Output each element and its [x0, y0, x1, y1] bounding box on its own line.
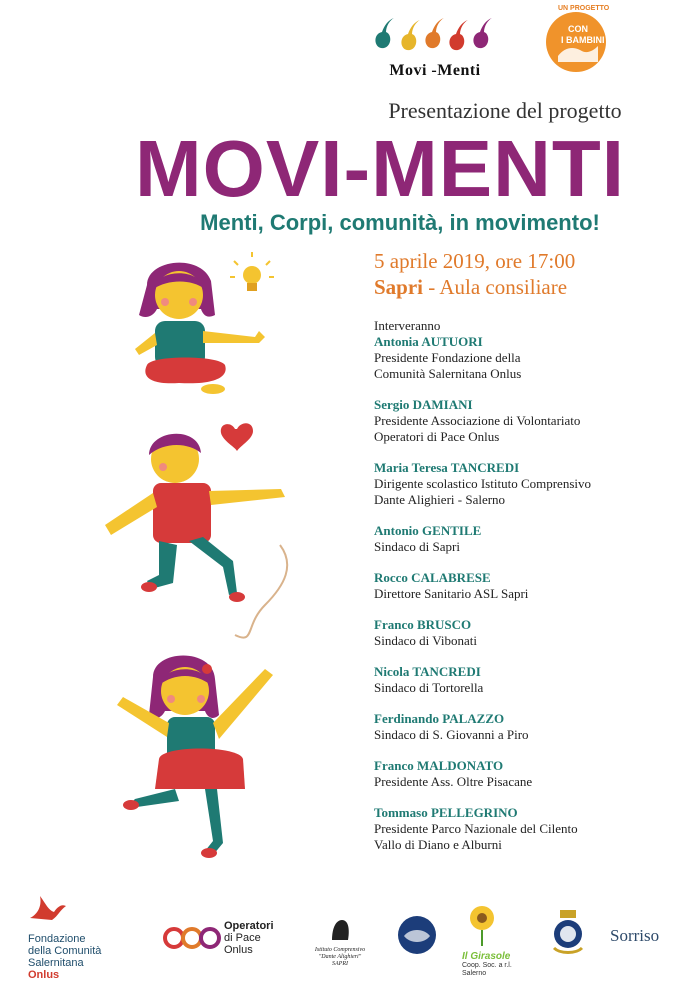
speaker-role: Vallo di Diano e Alburni	[374, 837, 502, 852]
speaker-role: Comunità Salernitana Onlus	[374, 366, 522, 381]
colored-drops-icon	[370, 12, 500, 62]
tagline: Menti, Corpi, comunità, in movimento!	[200, 210, 600, 235]
squiggle-line	[235, 545, 287, 638]
speaker-role: Presidente Associazione di Volontariato	[374, 413, 581, 428]
speaker	[374, 617, 684, 649]
speaker	[374, 334, 684, 382]
sponsor-logos	[0, 890, 700, 980]
speaker-role: Dirigente scolastico Istituto Comprensivo	[374, 476, 591, 491]
girasole-line: Coop. Soc. a r.l.	[462, 962, 512, 969]
sunflower-icon	[462, 904, 502, 946]
istituto-line: SAPRI	[332, 961, 348, 967]
sorriso-logo	[610, 926, 680, 946]
speaker-role: Sindaco di Vibonati	[374, 633, 477, 648]
speaker-role: Operatori di Pace Onlus	[374, 429, 500, 444]
speaker	[374, 570, 684, 602]
anchor-emblem-logo	[550, 908, 586, 963]
boy-jumping	[105, 434, 285, 602]
circle-emblem-logo	[396, 914, 438, 961]
rings-icon	[162, 926, 222, 950]
speaker-name: Rocco CALABRESE	[374, 570, 491, 585]
speakers-intro: Interveranno	[374, 318, 441, 333]
speaker-role: Direttore Sanitario ASL Sapri	[374, 586, 529, 601]
speakers-list	[374, 318, 684, 868]
fondazione-logo	[28, 894, 148, 981]
girasole-name: Il Girasole	[462, 951, 511, 962]
event-venue	[374, 275, 567, 300]
speaker-name: Franco MALDONATO	[374, 758, 504, 773]
con-i-bambini-badge	[528, 2, 618, 82]
speaker	[374, 397, 684, 445]
operatori-pace-logo	[162, 920, 282, 956]
children-illustration	[95, 245, 335, 865]
speaker-role: Sindaco di Sapri	[374, 539, 460, 554]
istituto-line: Istituto Comprensivo	[314, 947, 366, 953]
speaker	[374, 460, 684, 508]
speaker-name: Antonio GENTILE	[374, 523, 482, 538]
fondazione-onlus: Onlus	[28, 969, 60, 981]
venue-detail: - Aula consiliare	[423, 275, 568, 299]
speaker	[374, 711, 684, 743]
subtitle: Presentazione del progetto	[388, 98, 622, 123]
venue-place: Sapri	[374, 275, 424, 299]
speaker-role: Dante Alighieri - Salerno	[374, 492, 506, 507]
fondazione-line: Salernitana	[28, 957, 84, 969]
operatori-text	[224, 920, 274, 956]
speaker-role: Presidente Fondazione della	[374, 350, 521, 365]
girl-jumping	[117, 656, 273, 859]
badge-line2: I BAMBINI	[561, 35, 605, 45]
dante-portrait-icon	[302, 916, 378, 942]
fondazione-line: della Comunità	[28, 945, 102, 957]
speaker-role: Sindaco di S. Giovanni a Piro	[374, 727, 529, 742]
globe-emblem-icon	[396, 914, 438, 956]
speaker-role: Presidente Ass. Oltre Pisacane	[374, 774, 533, 789]
operatori-line: di Pace	[224, 932, 261, 944]
speaker-name: Nicola TANCREDI	[374, 664, 481, 679]
speaker-name: Franco BRUSCO	[374, 617, 472, 632]
heart-icon	[221, 423, 253, 451]
istituto-line: "Dante Alighieri"	[318, 954, 362, 960]
istituto-logo	[302, 916, 378, 968]
speaker-name: Tommaso PELLEGRINO	[374, 805, 518, 820]
brand-name: Movi -Menti	[389, 62, 481, 79]
anchor-icon	[550, 908, 586, 958]
speaker-name: Sergio DAMIANI	[374, 397, 473, 412]
fondazione-text	[28, 933, 148, 981]
movi-menti-logo	[370, 12, 500, 84]
speaker-name: Ferdinando PALAZZO	[374, 711, 505, 726]
istituto-caption	[302, 947, 378, 968]
speaker	[374, 664, 684, 696]
fondazione-bird-icon	[28, 894, 68, 924]
lightbulb-icon	[230, 252, 274, 291]
speaker-role: Presidente Parco Nazionale del Cilento	[374, 821, 578, 836]
page-title: MOVI-MENTI	[135, 124, 625, 213]
speaker-name: Antonia AUTUORI	[374, 334, 483, 349]
badge-line1: CON	[568, 24, 588, 34]
operatori-line: Operatori	[224, 920, 274, 932]
girasole-logo	[462, 904, 532, 978]
badge-top-text: UN PROGETTO	[558, 5, 610, 12]
sorriso-name: Sorriso	[610, 926, 660, 945]
speaker	[374, 805, 684, 853]
speaker	[374, 523, 684, 555]
girasole-line: Salerno	[462, 970, 487, 977]
event-date: 5 aprile 2019, ore 17:00	[374, 249, 576, 273]
speaker	[374, 758, 684, 790]
fondazione-line: Fondazione	[28, 933, 86, 945]
girl-sitting	[135, 263, 265, 394]
operatori-line: Onlus	[224, 944, 253, 956]
speaker-role: Sindaco di Tortorella	[374, 680, 484, 695]
speaker-name: Maria Teresa TANCREDI	[374, 460, 520, 475]
